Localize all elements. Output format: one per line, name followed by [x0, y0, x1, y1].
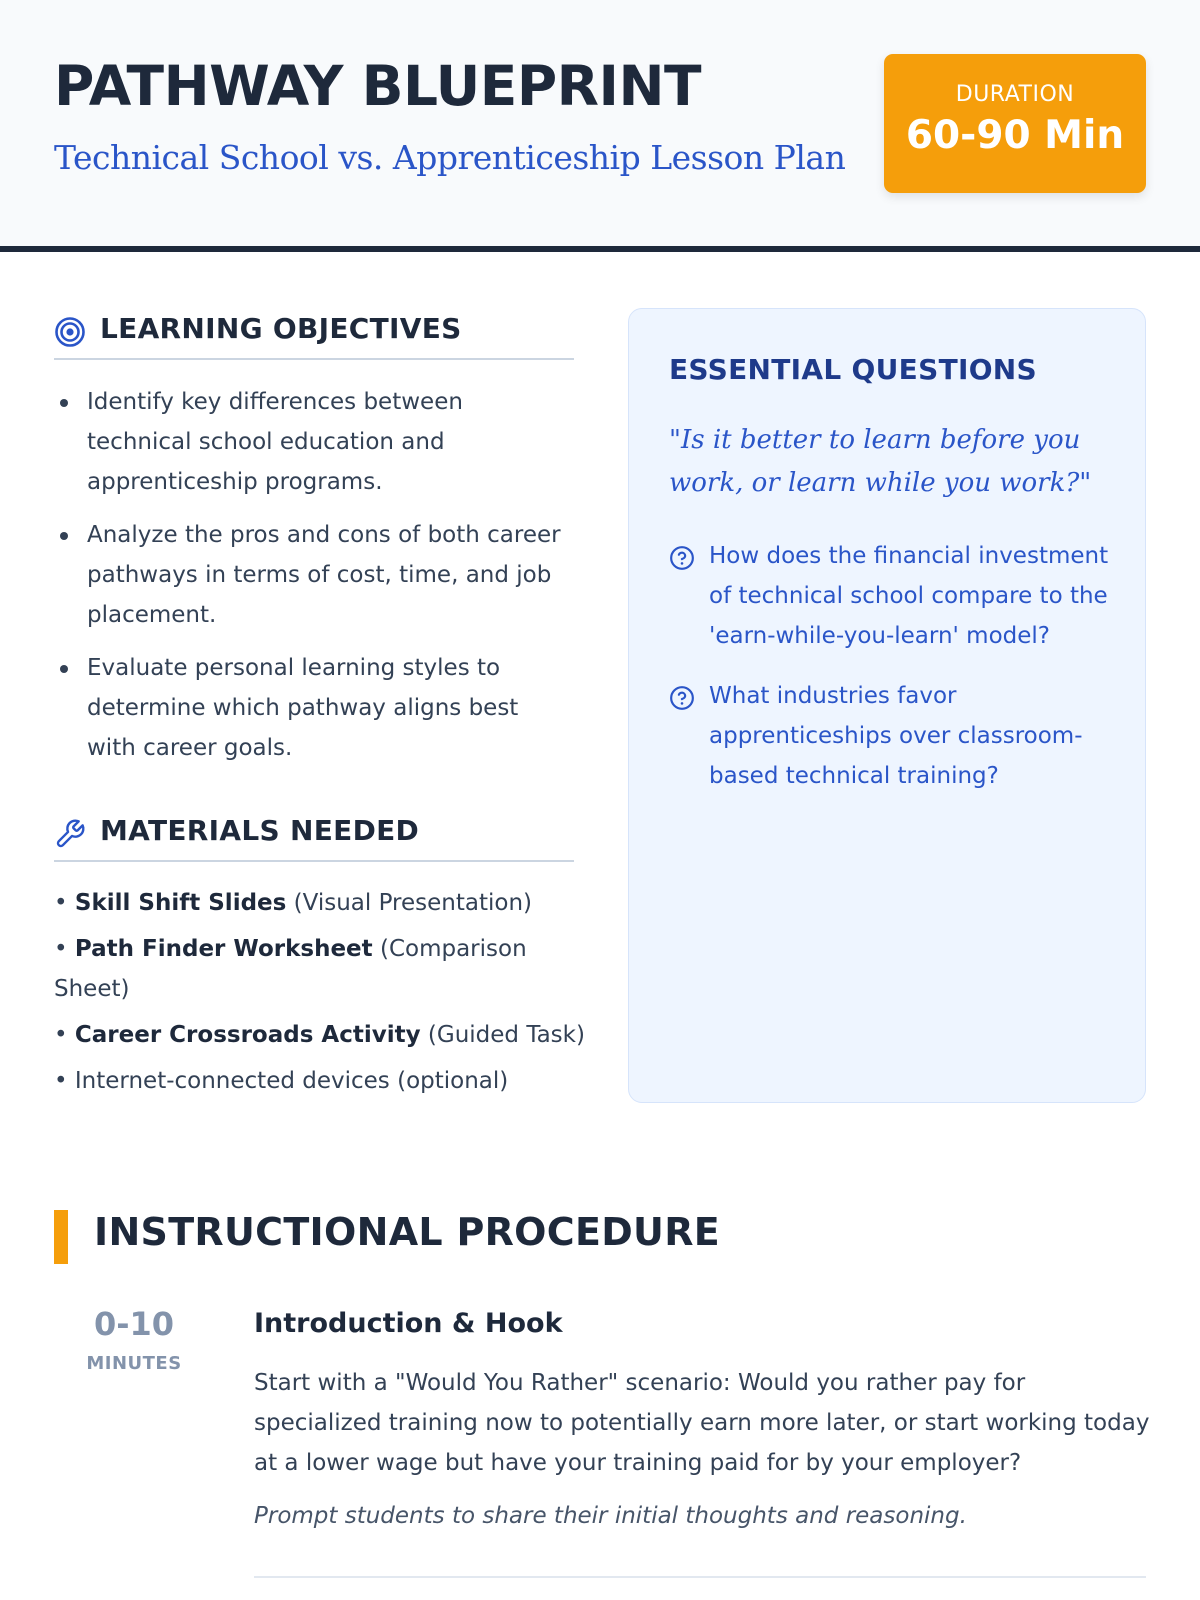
page-subtitle: Technical School vs. Apprenticeship Lesson Plan [54, 138, 846, 177]
material-detail: Internet-connected devices (optional) [74, 1068, 509, 1094]
objectives-heading [54, 304, 574, 360]
objective-item: Analyze the pros and cons of both career pathways in terms of cost, time, and job placement. [54, 515, 574, 635]
essential-question-text: What industries favor apprenticeships over classroom-based technical training? [709, 683, 1083, 789]
step-title: Introduction & Hook [254, 1308, 563, 1339]
page-title: PATHWAY BLUEPRINT [54, 54, 701, 118]
material-detail: (Guided Task) [427, 1022, 585, 1048]
objective-item: Evaluate personal learning styles to determine which pathway aligns best with career goals. [54, 648, 574, 768]
essential-question-text: How does the financial investment of technical school compare to the 'earn-while-you-learn' model? [709, 543, 1109, 649]
essential-question-item [669, 536, 1109, 656]
essential-questions-list [669, 536, 1109, 816]
step-description: Start with a "Would You Rather" scenario: Would you rather pay for specialized training now to potentially earn more later, or start working today at a lower wage but have your training paid for by your employer? [254, 1370, 1150, 1476]
material-name: Skill Shift Slides [74, 890, 287, 916]
essential-question-item [669, 676, 1109, 796]
target-icon [54, 316, 86, 348]
material-name: Path Finder Worksheet [74, 936, 373, 962]
bullet-glyph: • [54, 1068, 68, 1094]
bullet-glyph: • [54, 936, 68, 962]
page-header [0, 0, 1200, 252]
objectives-heading-label: LEARNING OBJECTIVES [100, 312, 462, 345]
duration-badge [884, 54, 1146, 193]
material-detail: (Visual Presentation) [293, 890, 533, 916]
essential-questions-panel [628, 308, 1146, 1103]
material-item [54, 883, 594, 923]
question-circle-icon [669, 685, 695, 711]
objectives-list [54, 382, 574, 781]
materials-heading-label: MATERIALS NEEDED [100, 814, 420, 847]
material-item [54, 1061, 594, 1101]
bullet-glyph: • [54, 890, 68, 916]
bullet-glyph: • [54, 1022, 68, 1048]
step-divider [254, 1576, 1146, 1578]
duration-label: DURATION [955, 82, 1075, 107]
material-name: Career Crossroads Activity [74, 1022, 421, 1048]
step-time-unit: MINUTES [86, 1353, 182, 1374]
step-time-range: 0-10 [93, 1305, 175, 1343]
essential-question-quote: "Is it better to learn before you work, or learn while you work?" [669, 425, 1092, 498]
step-prompt: Prompt students to share their initial thoughts and reasoning. [254, 1503, 967, 1529]
wrench-icon [54, 818, 86, 850]
material-item [54, 929, 594, 1009]
duration-value: 60-90 Min [905, 113, 1125, 158]
material-detail: (Comparison Sheet) [54, 936, 527, 1002]
material-item [54, 1015, 594, 1055]
objective-item: Identify key differences between technical school education and apprenticeship programs. [54, 382, 574, 502]
procedure-accent-bar [54, 1210, 68, 1264]
question-circle-icon [669, 545, 695, 571]
essential-questions-heading: ESSENTIAL QUESTIONS [669, 353, 1037, 386]
materials-heading [54, 806, 574, 862]
procedure-heading: INSTRUCTIONAL PROCEDURE [94, 1210, 721, 1254]
materials-list [54, 883, 594, 1107]
